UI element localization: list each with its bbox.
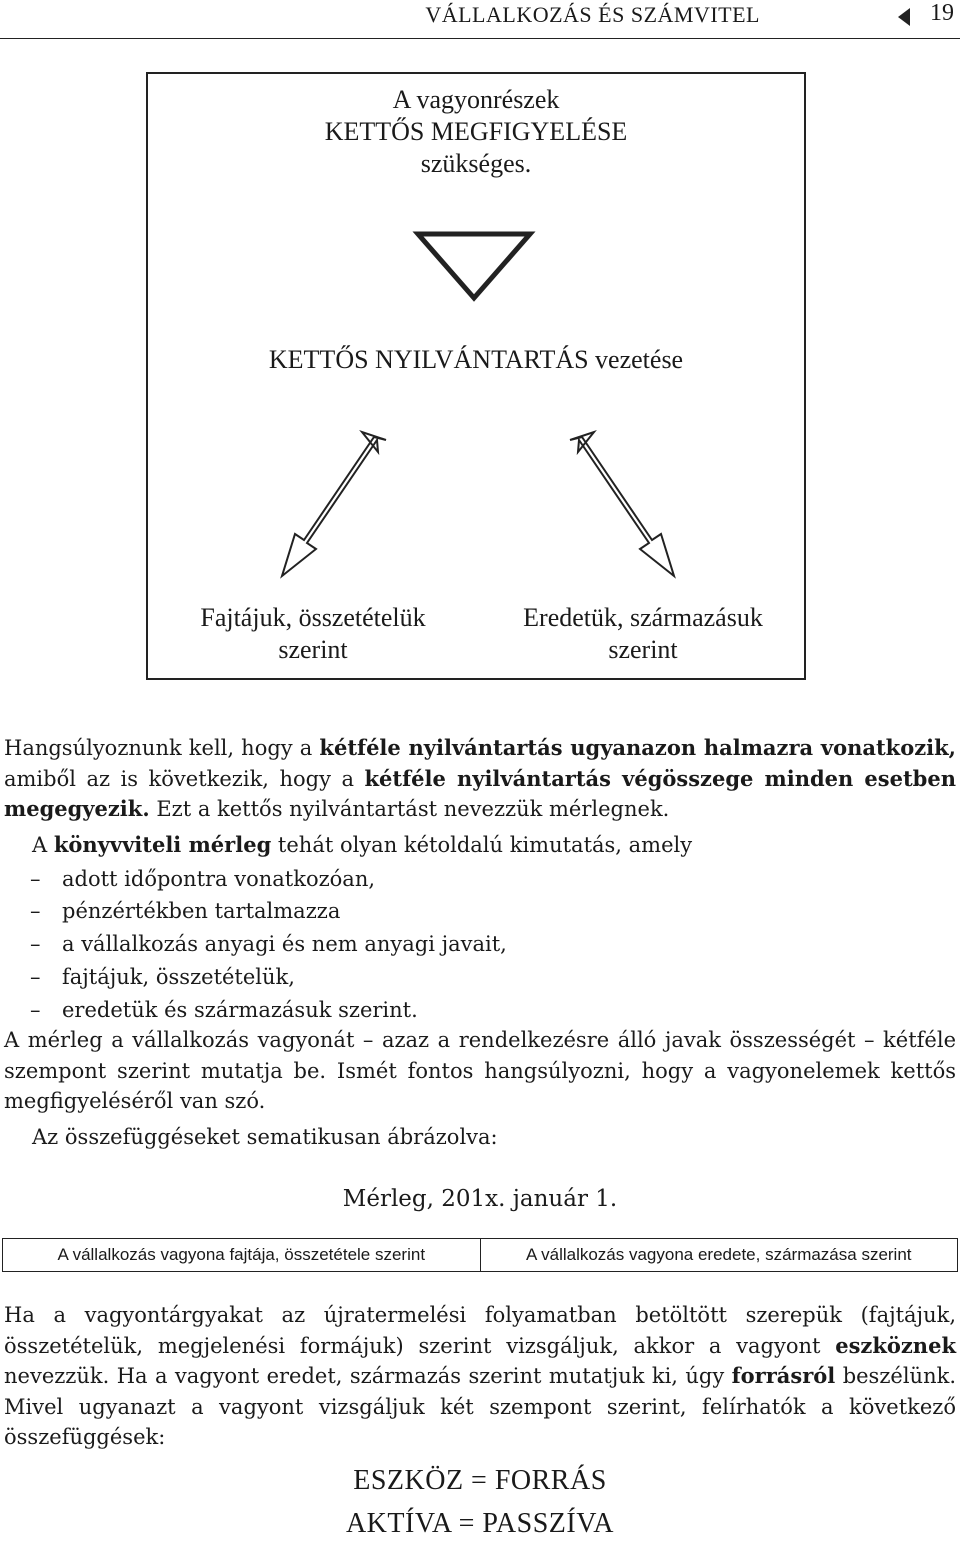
list-item-text: a vállalkozás anyagi és nem anyagi javait,	[62, 932, 507, 956]
list-item-text: eredetük és származásuk szerint.	[62, 998, 418, 1022]
down-triangle-icon	[412, 230, 536, 302]
diagram-left-line2: szerint	[278, 635, 348, 664]
para1-bold-2: kétféle nyilvántartás végösszege minden esetben megegyezik.	[4, 765, 956, 821]
para5-text-1: Ha a vagyontárgyakat az újratermelési folyamatban betöltött szerepük (fajtájuk, összetételük, megjelenési formájuk) szerint vizsgáljuk, akkor a vagyont	[4, 1303, 956, 1358]
list-dash: –	[30, 965, 41, 989]
list-item	[30, 995, 418, 1025]
running-head: VÁLLALKOZÁS ÉS SZÁMVITEL	[425, 2, 760, 27]
para5-bold-2: forrásról	[731, 1363, 836, 1388]
para5-bold-1: eszköznek	[835, 1332, 956, 1358]
diagram-top-line3: szükséges.	[420, 149, 532, 178]
para2-bold: könyvviteli mérleg	[53, 832, 272, 857]
diagram-right-text	[488, 602, 798, 666]
balance-sheet-table	[2, 1238, 958, 1272]
balance-sheet-left-cell: A vállalkozás vagyona fajtája, összetétele szerint	[57, 1245, 426, 1264]
para5-text-3: beszélünk. Mivel ugyanazt a vagyont vizsgáljuk két szempont szerint, felírhatók a következő összefüggések:	[4, 1364, 956, 1449]
para1-text-1: Hangsúlyoznunk kell, hogy a	[4, 736, 320, 760]
para1-text-2: amiből az is következik, hogy a	[4, 766, 365, 791]
page-marker-triangle-icon	[898, 8, 910, 26]
para2-text-1: A	[32, 833, 54, 857]
diagram-top-line1: A vagyonrészek	[392, 85, 560, 114]
diagram-top-text	[148, 84, 804, 180]
page-number: 19	[930, 0, 954, 26]
equation-assets-liabilities: AKTÍVA = PASSZÍVA	[345, 1508, 615, 1539]
diagram-box	[146, 72, 806, 680]
diagram-left-line1: Fajtájuk, összetételük	[200, 603, 426, 632]
diagram-left-text	[168, 602, 458, 666]
balance-sheet-right-cell: A vállalkozás vagyona eredete, származása szerint	[480, 1239, 958, 1271]
diagram-top-line2: KETTŐS MEGFIGYELÉSE	[324, 117, 628, 146]
diagram-right-line1: Eredetük, származásuk	[523, 603, 763, 632]
list-dash: –	[30, 867, 41, 891]
list-dash: –	[30, 998, 41, 1022]
para1-bold-1: kétféle nyilvántartás ugyanazon halmazra vonatkozik,	[319, 735, 956, 760]
balance-sheet-title: Mérleg, 201x. január 1.	[342, 1186, 618, 1212]
list-item	[30, 929, 507, 959]
arrow-down-left-icon	[278, 424, 388, 584]
paragraph-4: Az összefüggéseket sematikusan ábrázolva:	[32, 1125, 498, 1149]
diagram-right-line2: szerint	[608, 635, 678, 664]
list-item-text: pénzértékben tartalmazza	[62, 899, 341, 923]
paragraph-2	[32, 830, 956, 861]
list-item-text: adott időpontra vonatkozóan,	[62, 867, 376, 891]
list-item-text: fajtájuk, összetételük,	[62, 965, 295, 989]
header-rule	[0, 38, 960, 39]
diagram-middle-text: KETTŐS NYILVÁNTARTÁS vezetése	[268, 345, 684, 374]
para1-text-3: Ezt a kettős nyilvántartást nevezzük mérlegnek.	[149, 797, 670, 821]
list-dash: –	[30, 932, 41, 956]
list-item	[30, 864, 375, 894]
list-item	[30, 962, 295, 992]
paragraph-5	[4, 1300, 956, 1453]
list-item	[30, 896, 340, 926]
equation-assets-sources: ESZKÖZ = FORRÁS	[353, 1465, 607, 1496]
list-dash: –	[30, 899, 41, 923]
arrow-down-right-icon	[568, 424, 678, 584]
paragraph-3: A mérleg a vállalkozás vagyonát – azaz a rendelkezésre álló javak összességét – kétféle szempont szerint mutatja be. Ismét fontos hangsúlyozni, hogy a vagyonelemek kettős megfigyeléséről van szó.	[4, 1028, 956, 1113]
para5-text-2: nevezzük. Ha a vagyont eredet, származás szerint mutatjuk ki, úgy	[4, 1364, 732, 1388]
para2-text-2: tehát olyan kétoldalú kimutatás, amely	[271, 833, 693, 857]
paragraph-1	[4, 733, 956, 825]
